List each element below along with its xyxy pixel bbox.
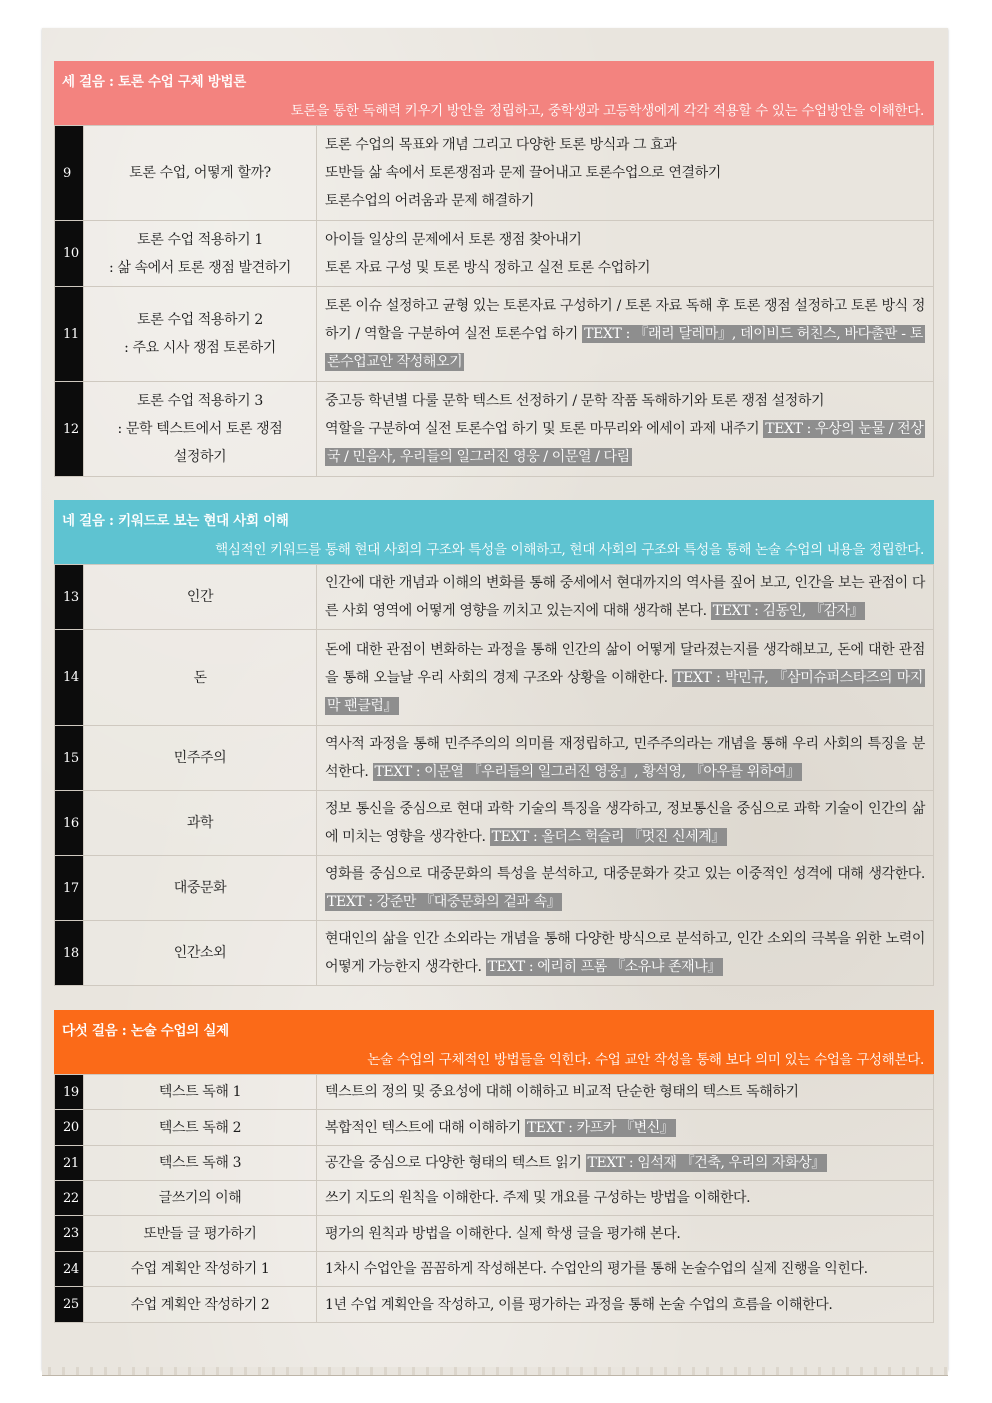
row-number: 21 [55, 1146, 84, 1181]
row-content: 돈에 대한 관점이 변화하는 과정을 통해 인간의 삶이 어떻게 달라졌는지를 생각해보고, 돈에 대한 관점을 통해 오늘날 우리 사회의 경제 구조와 상황을 이해한다. TEXT : 박민규, 『삼미슈퍼스타즈의 마지막 팬클럽』 [317, 630, 934, 726]
row-content: 평가의 원칙과 방법을 이해한다. 실제 학생 글을 평가해 본다. [317, 1216, 934, 1252]
table-row [55, 1287, 934, 1323]
row-number: 18 [55, 921, 84, 986]
row-number: 17 [55, 856, 84, 921]
section-title: 네 걸음 : 키워드로 보는 현대 사회 이해 [62, 513, 289, 529]
row-content: 공간을 중심으로 다양한 형태의 텍스트 읽기 TEXT : 임석재 『건축, 우리의 자화상』 [317, 1146, 934, 1181]
row-number: 10 [55, 221, 84, 287]
row-content: 현대인의 삶을 인간 소외라는 개념을 통해 다양한 방식으로 분석하고, 인간 소외의 극복을 위한 노력이 어떻게 가능한지 생각한다. TEXT : 에리히 프롬 『소유냐 존재냐』 [317, 921, 934, 986]
row-content: 1차시 수업안을 꼼꼼하게 작성해본다. 수업안의 평가를 통해 논술수업의 실제 진행을 익힌다. [317, 1252, 934, 1287]
section-header [54, 61, 934, 125]
row-title: 인간 [84, 565, 317, 630]
table-row [55, 921, 934, 986]
text-reference: TEXT : 우상의 눈물 / 전상국 / 민음사, 우리들의 일그러진 영웅 / 이문열 / 다림 [327, 421, 924, 465]
row-title-line: 토론 수업 적용하기 1 [137, 231, 263, 248]
row-title-line: : 문학 텍스트에서 토론 쟁점 [117, 421, 283, 437]
row-title: 수업 계획안 작성하기 1 [84, 1252, 317, 1287]
row-title: 민주주의 [84, 726, 317, 791]
row-content: 토론 이슈 설정하고 균형 있는 토론자료 구성하기 / 토론 자료 독해 후 토론 쟁점 설정하고 토론 방식 정하기 / 역할을 구분하여 실전 토론수업 하기 TEXT : 『래리 달레마』, 데이비드 허친스, 바다출판 - 토론수업교안 작성해오기 [317, 287, 934, 382]
row-number: 15 [55, 726, 84, 791]
row-title: 텍스트 독해 2 [84, 1110, 317, 1146]
text-reference: TEXT : 올더스 헉슬리 『멋진 신세계』 [491, 829, 726, 845]
section-title: 세 걸음 : 토론 수업 구체 방법론 [62, 74, 246, 90]
row-title: 텍스트 독해 3 [84, 1146, 317, 1181]
section-header [54, 500, 934, 564]
section-title: 다섯 걸음 : 논술 수업의 실제 [62, 1023, 229, 1039]
row-content: 텍스트의 정의 및 중요성에 대해 이해하고 비교적 단순한 형태의 텍스트 독해하기 [317, 1075, 934, 1110]
row-title: 토론 수업, 어떻게 할까? [84, 126, 317, 221]
section-description: 논술 수업의 구체적인 방법들을 익힌다. 수업 교안 작성을 통해 보다 의미 있는 수업을 구성해본다. [367, 1052, 924, 1068]
row-number: 14 [55, 630, 84, 726]
text-reference: TEXT : 이문열 『우리들의 일그러진 영웅』, 황석영, 『아우를 위하여』 [374, 764, 800, 780]
text-reference: TEXT : 김동인, 『감자』 [712, 603, 864, 619]
row-number: 25 [55, 1287, 84, 1323]
row-number: 16 [55, 791, 84, 856]
row-title-line: 설정하기 [173, 449, 227, 465]
row-number: 24 [55, 1252, 84, 1287]
text-reference: TEXT : 임석재 『건축, 우리의 자화상』 [587, 1155, 825, 1171]
row-number: 20 [55, 1110, 84, 1146]
table-row [55, 221, 934, 287]
row-title: 과학 [84, 791, 317, 856]
row-title [84, 382, 317, 477]
table-row [55, 791, 934, 856]
row-content: 복합적인 텍스트에 대해 이해하기 TEXT : 카프카 『변신』 [317, 1110, 934, 1146]
table-row [55, 630, 934, 726]
table-row [55, 726, 934, 791]
table-row [55, 856, 934, 921]
row-content: 아이들 일상의 문제에서 토론 쟁점 찾아내기 토론 자료 구성 및 토론 방식 정하고 실전 토론 수업하기 [317, 221, 934, 287]
curriculum-table [54, 1074, 934, 1323]
row-content: 쓰기 지도의 원칙을 이해한다. 주제 및 개요를 구성하는 방법을 이해한다. [317, 1181, 934, 1216]
text-reference: TEXT : 박민규, 『삼미슈퍼스타즈의 마지막 팬클럽』 [327, 669, 923, 714]
table-row [55, 126, 934, 221]
text-reference: TEXT : 강준만 『대중문화의 겉과 속』 [327, 894, 561, 910]
row-title: 텍스트 독해 1 [84, 1075, 317, 1110]
row-content: 중고등 학년별 다룰 문학 텍스트 선정하기 / 문학 작품 독해하기와 토론 쟁점 설정하기 역할을 구분하여 실전 토론수업 하기 및 토론 마무리와 에세이 과제 내주기 TEXT : 우상의 눈물 / 전상국 / 민음사, 우리들의 일그러진 영웅 / 이문열 / 다림 [317, 382, 934, 477]
row-content: 1년 수업 계획안을 작성하고, 이를 평가하는 과정을 통해 논술 수업의 흐름을 이해한다. [317, 1287, 934, 1323]
row-number: 13 [55, 565, 84, 630]
section-four [54, 500, 934, 986]
row-content: 토론 수업의 목표와 개념 그리고 다양한 토론 방식과 그 효과 또반들 삶 속에서 토론쟁점과 문제 끌어내고 토론수업으로 연결하기 토론수업의 어려움과 문제 해결하기 [317, 126, 934, 221]
text-reference: TEXT : 에리히 프롬 『소유냐 존재냐』 [487, 959, 721, 975]
table-row [55, 1110, 934, 1146]
row-title-line: 토론 수업 적용하기 2 [137, 312, 263, 328]
table-row [55, 1075, 934, 1110]
row-content: 역사적 과정을 통해 민주주의의 의미를 재정립하고, 민주주의라는 개념을 통해 우리 사회의 특징을 분석한다. TEXT : 이문열 『우리들의 일그러진 영웅』, 황석영, 『아우를 위하여』 [317, 726, 934, 791]
text-reference: TEXT : 카프카 『변신』 [526, 1119, 674, 1136]
table-row [55, 1146, 934, 1181]
table-row [55, 382, 934, 477]
row-number: 23 [55, 1216, 84, 1252]
table-row [55, 1252, 934, 1287]
row-number: 9 [55, 126, 84, 221]
row-title [84, 221, 317, 287]
section-five [54, 1010, 934, 1323]
row-title-line: 토론 수업 적용하기 3 [137, 393, 263, 409]
row-number: 22 [55, 1181, 84, 1216]
section-description: 토론을 통한 독해력 키우기 방안을 정립하고, 중학생과 고등학생에게 각각 적용할 수 있는 수업방안을 이해한다. [290, 103, 924, 119]
row-title-line: : 삶 속에서 토론 쟁점 발견하기 [108, 259, 292, 276]
row-title: 인간소외 [84, 921, 317, 986]
table-row [55, 287, 934, 382]
text-reference: TEXT : 『래리 달레마』, 데이비드 허친스, 바다출판 - 토론수업교안 작성해오기 [327, 326, 923, 370]
table-row [55, 1181, 934, 1216]
curriculum-table [54, 564, 934, 986]
row-title: 돈 [84, 630, 317, 726]
section-description: 핵심적인 키워드를 통해 현대 사회의 구조와 특성을 이해하고, 현대 사회의 구조와 특성을 통해 논술 수업의 내용을 정립한다. [215, 542, 924, 558]
row-number: 11 [55, 287, 84, 382]
row-number: 19 [55, 1075, 84, 1110]
table-row [55, 1216, 934, 1252]
section-three [54, 61, 934, 477]
row-title-line: : 주요 시사 쟁점 토론하기 [124, 340, 276, 356]
row-title [84, 287, 317, 382]
row-title: 수업 계획안 작성하기 2 [84, 1287, 317, 1323]
section-header [54, 1010, 934, 1074]
row-title: 대중문화 [84, 856, 317, 921]
row-title: 글쓰기의 이해 [84, 1181, 317, 1216]
row-number: 12 [55, 382, 84, 477]
row-content: 영화를 중심으로 대중문화의 특성을 분석하고, 대중문화가 갖고 있는 이중적인 성격에 대해 생각한다. TEXT : 강준만 『대중문화의 겉과 속』 [317, 856, 934, 921]
row-content: 인간에 대한 개념과 이해의 변화를 통해 중세에서 현대까지의 역사를 짚어 보고, 인간을 보는 관점이 다른 사회 영역에 어떻게 영향을 끼치고 있는지에 대해 생각해 본다. TEXT : 김동인, 『감자』 [317, 565, 934, 630]
row-content: 정보 통신을 중심으로 현대 과학 기술의 특징을 생각하고, 정보통신을 중심으로 과학 기술이 인간의 삶에 미치는 영향을 생각한다. TEXT : 올더스 헉슬리 『멋진 신세계』 [317, 791, 934, 856]
row-title: 또반들 글 평가하기 [84, 1216, 317, 1252]
table-row [55, 565, 934, 630]
curriculum-table [54, 125, 934, 477]
